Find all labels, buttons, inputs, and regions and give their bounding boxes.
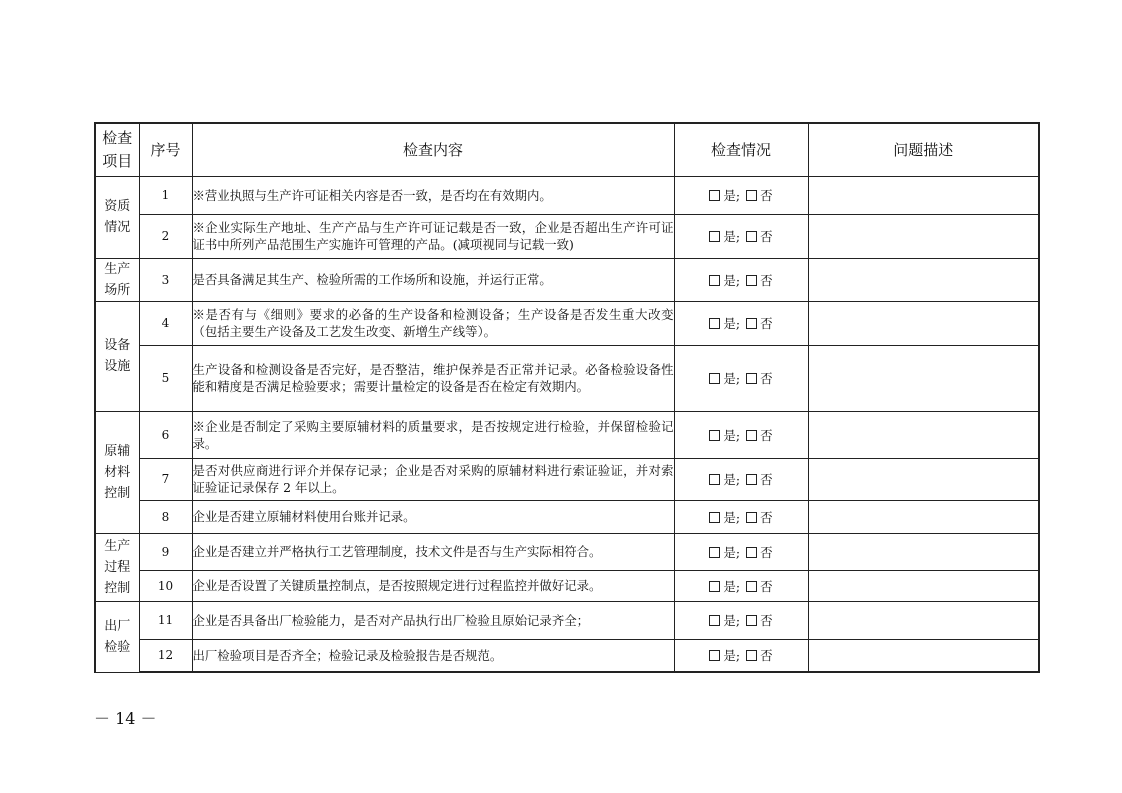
- issue-description-cell[interactable]: [808, 639, 1039, 672]
- no-checkbox[interactable]: [746, 474, 757, 485]
- table-row: [95, 533, 1039, 570]
- no-checkbox[interactable]: [746, 318, 757, 329]
- no-checkbox[interactable]: [746, 190, 757, 201]
- category-label: 资质 情况: [104, 199, 131, 235]
- status-separator: ;: [735, 578, 741, 594]
- status-separator: ;: [735, 509, 741, 525]
- no-checkbox[interactable]: [746, 275, 757, 286]
- issue-description-cell[interactable]: [808, 570, 1039, 601]
- status-separator: ;: [735, 472, 741, 487]
- seq-cell: 8: [139, 500, 192, 533]
- table-row: [95, 500, 1039, 533]
- no-checkbox[interactable]: [746, 512, 757, 523]
- yes-label: 是: [723, 272, 736, 288]
- status-cell: [674, 458, 808, 500]
- no-label: 否: [760, 509, 773, 525]
- category-cell: [95, 301, 139, 411]
- yes-label: 是: [723, 613, 736, 628]
- seq-cell: 1: [139, 176, 192, 214]
- status-cell: [674, 258, 808, 301]
- status-separator: ;: [735, 316, 741, 331]
- table-row: [95, 601, 1039, 639]
- yes-checkbox[interactable]: [709, 650, 720, 661]
- table-row: [95, 639, 1039, 672]
- table-row: [95, 411, 1039, 458]
- yes-label: 是: [723, 472, 736, 487]
- status-separator: ;: [735, 188, 741, 203]
- no-label: 否: [760, 472, 773, 487]
- category-cell: [95, 411, 139, 533]
- status-cell: [674, 570, 808, 601]
- content-cell: ※企业实际生产地址、生产产品与生产许可证记载是否一致，企业是否超出生产许可证证书中所列产品范围生产实施许可管理的产品。(减项视同与记载一致): [192, 214, 674, 258]
- seq-cell: 7: [139, 458, 192, 500]
- no-label: 否: [760, 613, 773, 628]
- content-cell: 企业是否建立原辅材料使用台账并记录。: [192, 500, 674, 533]
- seq-cell: 9: [139, 533, 192, 570]
- seq-cell: 10: [139, 570, 192, 601]
- issue-description-cell[interactable]: [808, 345, 1039, 411]
- table-header-row: [95, 123, 1039, 176]
- no-checkbox[interactable]: [746, 547, 757, 558]
- seq-cell: 2: [139, 214, 192, 258]
- content-cell: 企业是否设置了关键质量控制点，是否按照规定进行过程监控并做好记录。: [192, 570, 674, 601]
- status-separator: ;: [735, 272, 741, 288]
- yes-label: 是: [723, 371, 736, 386]
- issue-description-cell[interactable]: [808, 601, 1039, 639]
- issue-description-cell[interactable]: [808, 533, 1039, 570]
- content-cell: 企业是否建立并严格执行工艺管理制度，技术文件是否与生产实际相符合。: [192, 533, 674, 570]
- yes-label: 是: [723, 188, 736, 203]
- no-label: 否: [760, 427, 773, 443]
- yes-label: 是: [723, 648, 736, 664]
- yes-checkbox[interactable]: [709, 512, 720, 523]
- status-separator: ;: [735, 613, 741, 628]
- status-separator: ;: [735, 427, 741, 443]
- no-checkbox[interactable]: [746, 231, 757, 242]
- issue-description-cell[interactable]: [808, 411, 1039, 458]
- yes-checkbox[interactable]: [709, 474, 720, 485]
- yes-label: 是: [723, 509, 736, 525]
- yes-label: 是: [723, 427, 736, 443]
- header-seq: 序号: [139, 123, 192, 176]
- category-cell: [95, 258, 139, 301]
- table-row: [95, 570, 1039, 601]
- category-cell: [95, 533, 139, 601]
- no-label: 否: [760, 188, 773, 203]
- status-cell: [674, 214, 808, 258]
- status-separator: ;: [735, 544, 741, 560]
- yes-label: 是: [723, 229, 736, 244]
- table-row: [95, 258, 1039, 301]
- category-label: 生产 场所: [104, 261, 131, 298]
- inspection-table: [94, 122, 1040, 673]
- header-content: 检查内容: [192, 123, 674, 176]
- no-label: 否: [760, 578, 773, 594]
- content-cell: 生产设备和检测设备是否完好，是否整洁，维护保养是否正常并记录。必备检验设备性能和精度是否满足检验要求；需要计量检定的设备是否在检定有效期内。: [192, 345, 674, 411]
- no-label: 否: [760, 316, 773, 331]
- header-issue: 问题描述: [808, 123, 1039, 176]
- no-label: 否: [760, 229, 773, 244]
- yes-checkbox[interactable]: [709, 318, 720, 329]
- status-cell: [674, 533, 808, 570]
- yes-checkbox[interactable]: [709, 430, 720, 441]
- seq-cell: 11: [139, 601, 192, 639]
- yes-label: 是: [723, 578, 736, 594]
- table-row: [95, 458, 1039, 500]
- header-status: 检查情况: [674, 123, 808, 176]
- yes-checkbox[interactable]: [709, 275, 720, 286]
- no-label: 否: [760, 371, 773, 386]
- status-cell: [674, 345, 808, 411]
- yes-label: 是: [723, 316, 736, 331]
- content-cell: ※营业执照与生产许可证相关内容是否一致，是否均在有效期内。: [192, 176, 674, 214]
- yes-checkbox[interactable]: [709, 231, 720, 242]
- yes-checkbox[interactable]: [709, 190, 720, 201]
- header-category: 检查 项目: [95, 123, 139, 176]
- category-label: 设备 设施: [104, 338, 131, 374]
- content-cell: 出厂检验项目是否齐全；检验记录及检验报告是否规范。: [192, 639, 674, 672]
- table-row: [95, 301, 1039, 345]
- yes-label: 是: [723, 544, 736, 560]
- status-cell: [674, 176, 808, 214]
- no-checkbox[interactable]: [746, 615, 757, 626]
- category-label: 生产 过程 控制: [104, 538, 131, 596]
- issue-description-cell[interactable]: [808, 214, 1039, 258]
- table-row: [95, 214, 1039, 258]
- status-cell: [674, 500, 808, 533]
- no-checkbox[interactable]: [746, 650, 757, 661]
- seq-cell: 3: [139, 258, 192, 301]
- no-label: 否: [760, 544, 773, 560]
- issue-description-cell[interactable]: [808, 301, 1039, 345]
- status-cell: [674, 301, 808, 345]
- table-row: [95, 176, 1039, 214]
- no-label: 否: [760, 272, 773, 288]
- status-cell: [674, 639, 808, 672]
- seq-cell: 5: [139, 345, 192, 411]
- issue-description-cell[interactable]: [808, 176, 1039, 214]
- no-checkbox[interactable]: [746, 581, 757, 592]
- status-cell: [674, 601, 808, 639]
- seq-cell: 4: [139, 301, 192, 345]
- yes-checkbox[interactable]: [709, 547, 720, 558]
- status-separator: ;: [735, 648, 741, 664]
- category-cell: [95, 176, 139, 258]
- seq-cell: 6: [139, 411, 192, 458]
- content-cell: 企业是否具备出厂检验能力，是否对产品执行出厂检验且原始记录齐全；: [192, 601, 674, 639]
- issue-description-cell[interactable]: [808, 458, 1039, 500]
- no-checkbox[interactable]: [746, 430, 757, 441]
- yes-checkbox[interactable]: [709, 581, 720, 592]
- yes-checkbox[interactable]: [709, 373, 720, 384]
- no-checkbox[interactable]: [746, 373, 757, 384]
- issue-description-cell[interactable]: [808, 258, 1039, 301]
- category-label: 出厂 检验: [104, 618, 131, 655]
- seq-cell: 12: [139, 639, 192, 672]
- content-cell: 是否具备满足其生产、检验所需的工作场所和设施，并运行正常。: [192, 258, 674, 301]
- status-cell: [674, 411, 808, 458]
- category-cell: [95, 601, 139, 672]
- table-row: [95, 345, 1039, 411]
- status-separator: ;: [735, 371, 741, 386]
- category-label: 原辅 材料 控制: [104, 443, 131, 501]
- issue-description-cell[interactable]: [808, 500, 1039, 533]
- status-separator: ;: [735, 229, 741, 244]
- yes-checkbox[interactable]: [709, 615, 720, 626]
- content-cell: ※企业是否制定了采购主要原辅材料的质量要求，是否按规定进行检验，并保留检验记录。: [192, 411, 674, 458]
- content-cell: ※是否有与《细则》要求的必备的生产设备和检测设备；生产设备是否发生重大改变（包括主要生产设备及工艺发生改变、新增生产线等）。: [192, 301, 674, 345]
- no-label: 否: [760, 648, 773, 664]
- content-cell: 是否对供应商进行评介并保存记录；企业是否对采购的原辅材料进行索证验证，并对索证验证记录保存 2 年以上。: [192, 458, 674, 500]
- page-number: － 14 －: [94, 709, 157, 728]
